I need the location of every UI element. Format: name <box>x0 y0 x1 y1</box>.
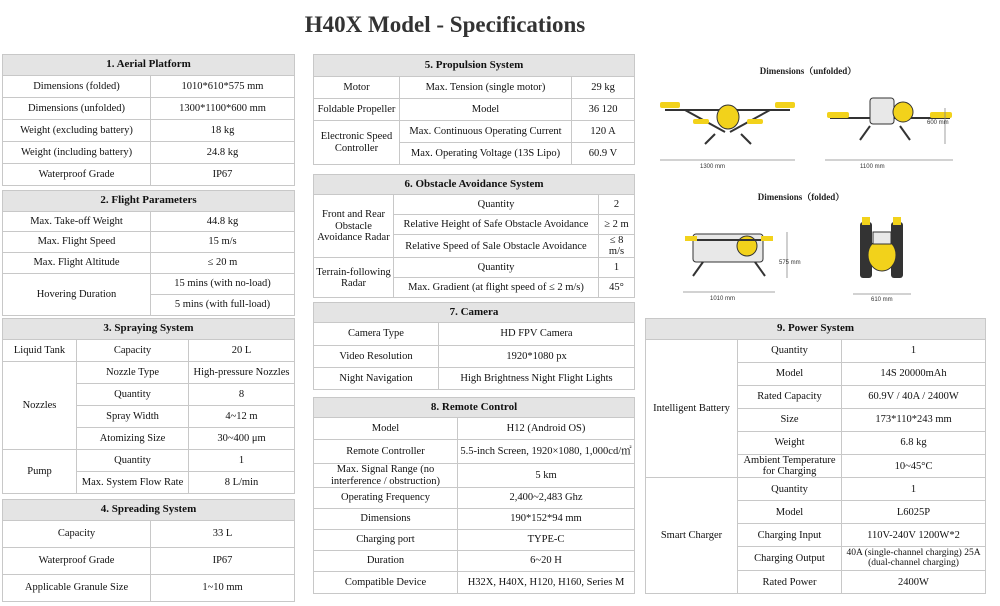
spec-value: 10~45°C <box>842 455 986 478</box>
spec-label: Rated Capacity <box>738 386 842 409</box>
spreading-system-table <box>2 499 295 602</box>
spec-value: IP67 <box>151 164 295 186</box>
spec-group: Foldable Propeller <box>314 99 400 121</box>
spec-value: 30~400 μm <box>189 428 295 450</box>
spec-value: High Brightness Night Flight Lights <box>439 368 635 390</box>
spec-value: 6~20 H <box>458 551 635 572</box>
spec-value: 18 kg <box>151 120 295 142</box>
dimensions-unfolded-label: Dimensions（unfolded） <box>759 66 857 76</box>
drone-unfolded-side-view <box>825 98 953 160</box>
dim-1300: 1300 mm <box>700 164 726 170</box>
spec-value: 1300*1100*600 mm <box>151 98 295 120</box>
spec-value: 110V-240V 1200W*2 <box>842 524 986 547</box>
section-header: 3. Spraying System <box>3 319 295 340</box>
spec-value: 60.9 V <box>572 143 635 165</box>
spec-value: 40A (single-channel charging) 25A (dual-channel charging) <box>842 547 986 571</box>
spec-value: 8 <box>189 384 295 406</box>
aerial-platform-table <box>2 54 295 186</box>
spec-label: Applicable Granule Size <box>3 575 151 602</box>
spec-group: Front and Rear Obstacle Avoidance Radar <box>314 195 394 258</box>
spec-label: Size <box>738 409 842 432</box>
spec-value: 5.5-inch Screen, 1920×1080, 1,000cd/㎡ <box>458 440 635 464</box>
spec-label: Quantity <box>77 384 189 406</box>
obstacle-avoidance-table <box>313 174 635 298</box>
spec-value: ≤ 8 m/s <box>599 235 635 258</box>
spec-label: Dimensions (folded) <box>3 76 151 98</box>
spec-group: Motor <box>314 77 400 99</box>
spec-value: 14S 20000mAh <box>842 363 986 386</box>
spec-label: Waterproof Grade <box>3 548 151 575</box>
spec-value: 1~10 mm <box>151 575 295 602</box>
spraying-system-table <box>2 318 295 494</box>
spec-value: TYPE-C <box>458 530 635 551</box>
propulsion-system-table <box>313 54 635 165</box>
spec-label: Max. Continuous Operating Current <box>400 121 572 143</box>
dim-610: 610 mm <box>871 297 893 303</box>
drone-dimension-diagram <box>655 72 985 312</box>
power-system-table <box>645 318 986 594</box>
spec-label: Capacity <box>3 521 151 548</box>
spec-label: Atomizing Size <box>77 428 189 450</box>
spec-label: Rated Power <box>738 571 842 594</box>
spec-label: Charging Input <box>738 524 842 547</box>
spec-value: L6025P <box>842 501 986 524</box>
spec-label: Operating Frequency <box>314 488 458 509</box>
spec-label: Quantity <box>738 478 842 501</box>
spec-label: Video Resolution <box>314 346 439 368</box>
spec-value: 120 A <box>572 121 635 143</box>
spec-value: 44.8 kg <box>151 212 295 232</box>
spec-value: 15 m/s <box>151 232 295 253</box>
page-title: H40X Model - Specifications <box>304 12 586 37</box>
camera-table <box>313 302 635 390</box>
spec-value: IP67 <box>151 548 295 575</box>
drone-unfolded-front-view <box>660 102 795 160</box>
spec-group: Intelligent Battery <box>646 340 738 478</box>
spec-value: 173*110*243 mm <box>842 409 986 432</box>
spec-value: 45° <box>599 278 635 298</box>
spec-value: ≤ 20 m <box>151 253 295 274</box>
spec-label: Max. Flight Speed <box>3 232 151 253</box>
spec-group: Terrain-following Radar <box>314 258 394 298</box>
spec-label: Weight (including battery) <box>3 142 151 164</box>
dim-600: 600 mm <box>927 120 949 126</box>
spec-label: Model <box>738 363 842 386</box>
section-header: 2. Flight Parameters <box>3 191 295 212</box>
spec-label: Max. Flight Altitude <box>3 253 151 274</box>
spec-group: Pump <box>3 450 77 494</box>
section-header: 4. Spreading System <box>3 500 295 521</box>
spec-label: Quantity <box>394 195 599 215</box>
spec-label: Ambient Temperature for Charging <box>738 455 842 478</box>
spec-value: 15 mins (with no-load) <box>151 274 295 295</box>
section-header: 1. Aerial Platform <box>3 55 295 76</box>
spec-value: HD FPV Camera <box>439 323 635 346</box>
drone-folded-front-view <box>683 232 787 292</box>
spec-label: Nozzle Type <box>77 362 189 384</box>
spec-label: Compatible Device <box>314 572 458 594</box>
spec-label: Charging Output <box>738 547 842 571</box>
spec-value: 36 120 <box>572 99 635 121</box>
spec-value: High-pressure Nozzles <box>189 362 295 384</box>
spec-label: Max. System Flow Rate <box>77 472 189 494</box>
spec-value: 6.8 kg <box>842 432 986 455</box>
spec-label: Model <box>314 418 458 440</box>
spec-value: 20 L <box>189 340 295 362</box>
spec-value: 60.9V / 40A / 2400W <box>842 386 986 409</box>
spec-label: Model <box>738 501 842 524</box>
spec-value: 5 mins (with full-load) <box>151 295 295 316</box>
remote-control-table <box>313 397 635 594</box>
dimensions-folded-label: Dimensions（folded） <box>757 192 845 202</box>
spec-label: Relative Speed of Sale Obstacle Avoidance <box>394 235 599 258</box>
spec-value: 1 <box>842 478 986 501</box>
spec-label: Max. Operating Voltage (13S Lipo) <box>400 143 572 165</box>
spec-group: Liquid Tank <box>3 340 77 362</box>
dim-575: 575 mm <box>779 260 801 266</box>
flight-parameters-table <box>2 190 295 316</box>
spec-label: Max. Tension (single motor) <box>400 77 572 99</box>
spec-label: Relative Height of Safe Obstacle Avoidance <box>394 215 599 235</box>
section-header: 8. Remote Control <box>314 398 635 418</box>
spec-label: Quantity <box>77 450 189 472</box>
spec-label: Max. Signal Range (no interference / obstruction) <box>314 464 458 488</box>
spec-value: 1 <box>599 258 635 278</box>
spec-value: ≥ 2 m <box>599 215 635 235</box>
spec-label: Night Navigation <box>314 368 439 390</box>
spec-label: Spray Width <box>77 406 189 428</box>
spec-group: Nozzles <box>3 362 77 450</box>
spec-value: 24.8 kg <box>151 142 295 164</box>
spec-label: Weight (excluding battery) <box>3 120 151 142</box>
spec-label: Dimensions <box>314 509 458 530</box>
section-header: 9. Power System <box>646 319 986 340</box>
spec-value: 5 km <box>458 464 635 488</box>
section-header: 6. Obstacle Avoidance System <box>314 175 635 195</box>
dim-1010: 1010 mm <box>710 296 736 302</box>
spec-value: 1 <box>842 340 986 363</box>
section-header: 7. Camera <box>314 303 635 323</box>
spec-label: Dimensions (unfolded) <box>3 98 151 120</box>
spec-label: Model <box>400 99 572 121</box>
drone-folded-side-view <box>853 217 911 294</box>
spec-label: Max. Take-off Weight <box>3 212 151 232</box>
dim-1100: 1100 mm <box>860 164 885 170</box>
spec-value: 29 kg <box>572 77 635 99</box>
spec-group: Smart Charger <box>646 478 738 594</box>
spec-label: Max. Gradient (at flight speed of ≤ 2 m/s) <box>394 278 599 298</box>
spec-label: Hovering Duration <box>3 274 151 316</box>
spec-label: Quantity <box>394 258 599 278</box>
spec-label: Capacity <box>77 340 189 362</box>
spec-value: 1010*610*575 mm <box>151 76 295 98</box>
spec-label: Weight <box>738 432 842 455</box>
spec-value: 1920*1080 px <box>439 346 635 368</box>
spec-value: 1 <box>189 450 295 472</box>
spec-label: Quantity <box>738 340 842 363</box>
spec-value: H32X, H40X, H120, H160, Series M <box>458 572 635 594</box>
spec-label: Waterproof Grade <box>3 164 151 186</box>
spec-value: 33 L <box>151 521 295 548</box>
spec-label: Remote Controller <box>314 440 458 464</box>
spec-label: Charging port <box>314 530 458 551</box>
spec-value: 2,400~2,483 Ghz <box>458 488 635 509</box>
spec-value: 2 <box>599 195 635 215</box>
spec-label: Camera Type <box>314 323 439 346</box>
spec-value: 190*152*94 mm <box>458 509 635 530</box>
section-header: 5. Propulsion System <box>314 55 635 77</box>
spec-label: Duration <box>314 551 458 572</box>
spec-group: Electronic Speed Controller <box>314 121 400 165</box>
spec-value: 4~12 m <box>189 406 295 428</box>
spec-value: 8 L/min <box>189 472 295 494</box>
spec-value: H12 (Android OS) <box>458 418 635 440</box>
spec-value: 2400W <box>842 571 986 594</box>
